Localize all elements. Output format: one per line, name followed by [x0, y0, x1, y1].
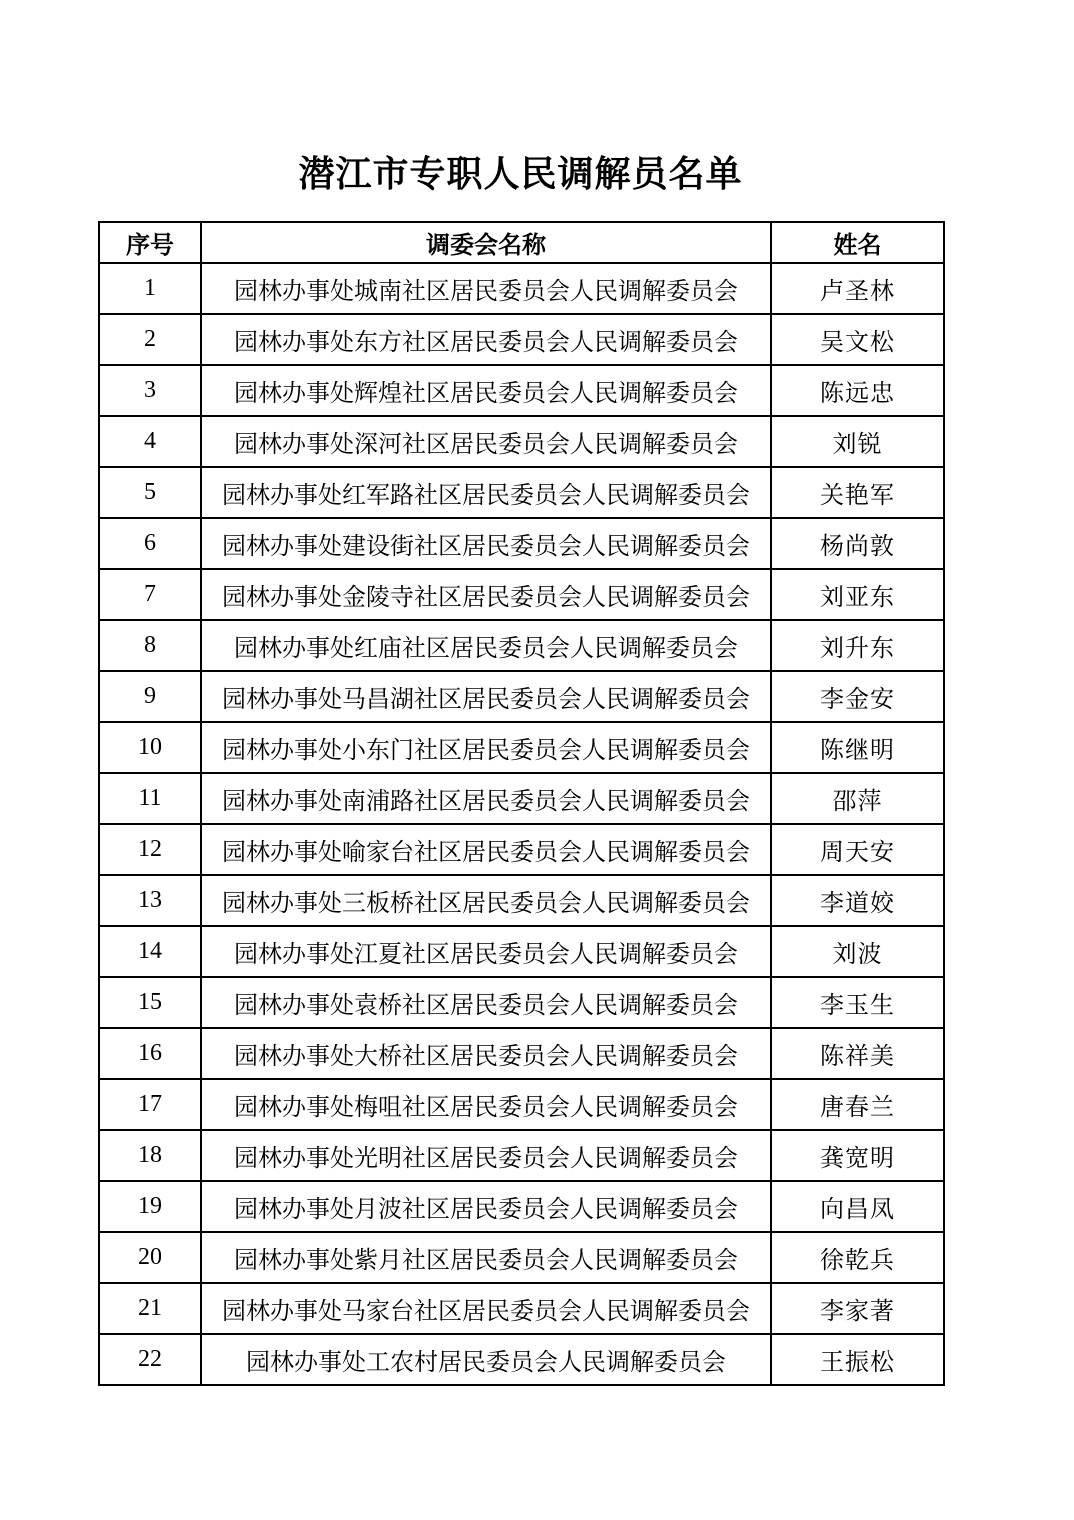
name-cell: 刘波	[771, 926, 944, 977]
committee-cell: 园林办事处金陵寺社区居民委员会人民调解委员会	[201, 569, 771, 620]
name-cell: 邵萍	[771, 773, 944, 824]
name-cell: 卢圣林	[771, 263, 944, 314]
mediators-table	[98, 221, 945, 1386]
serial-cell: 3	[99, 365, 201, 416]
table-row	[99, 467, 944, 518]
name-cell: 徐乾兵	[771, 1232, 944, 1283]
committee-cell: 园林办事处袁桥社区居民委员会人民调解委员会	[201, 977, 771, 1028]
committee-cell: 园林办事处马家台社区居民委员会人民调解委员会	[201, 1283, 771, 1334]
table-row	[99, 1028, 944, 1079]
table-row	[99, 773, 944, 824]
serial-cell: 2	[99, 314, 201, 365]
title-container	[98, 146, 943, 197]
table-row	[99, 1079, 944, 1130]
table-row	[99, 1130, 944, 1181]
committee-cell: 园林办事处小东门社区居民委员会人民调解委员会	[201, 722, 771, 773]
name-cell: 杨尚敦	[771, 518, 944, 569]
name-cell: 周天安	[771, 824, 944, 875]
header-row	[99, 222, 944, 263]
table-body	[99, 263, 944, 1385]
serial-cell: 16	[99, 1028, 201, 1079]
table-row	[99, 569, 944, 620]
table-row	[99, 926, 944, 977]
committee-cell: 园林办事处大桥社区居民委员会人民调解委员会	[201, 1028, 771, 1079]
header-serial: 序号	[99, 222, 201, 263]
table-row	[99, 1334, 944, 1385]
serial-cell: 13	[99, 875, 201, 926]
name-cell: 陈远忠	[771, 365, 944, 416]
table-row	[99, 875, 944, 926]
page-title: 潜江市专职人民调解员名单	[298, 154, 743, 194]
committee-cell: 园林办事处马昌湖社区居民委员会人民调解委员会	[201, 671, 771, 722]
name-cell: 刘亚东	[771, 569, 944, 620]
table-row	[99, 722, 944, 773]
serial-cell: 22	[99, 1334, 201, 1385]
committee-cell: 园林办事处喻家台社区居民委员会人民调解委员会	[201, 824, 771, 875]
committee-cell: 园林办事处三板桥社区居民委员会人民调解委员会	[201, 875, 771, 926]
name-cell: 关艳军	[771, 467, 944, 518]
name-cell: 刘锐	[771, 416, 944, 467]
table-row	[99, 1181, 944, 1232]
name-cell: 唐春兰	[771, 1079, 944, 1130]
committee-cell: 园林办事处工农村居民委员会人民调解委员会	[201, 1334, 771, 1385]
table-row	[99, 671, 944, 722]
name-cell: 龚宽明	[771, 1130, 944, 1181]
committee-cell: 园林办事处紫月社区居民委员会人民调解委员会	[201, 1232, 771, 1283]
table-row	[99, 365, 944, 416]
committee-cell: 园林办事处建设街社区居民委员会人民调解委员会	[201, 518, 771, 569]
committee-cell: 园林办事处东方社区居民委员会人民调解委员会	[201, 314, 771, 365]
committee-cell: 园林办事处光明社区居民委员会人民调解委员会	[201, 1130, 771, 1181]
name-cell: 李玉生	[771, 977, 944, 1028]
serial-cell: 5	[99, 467, 201, 518]
serial-cell: 4	[99, 416, 201, 467]
serial-cell: 11	[99, 773, 201, 824]
serial-cell: 20	[99, 1232, 201, 1283]
name-cell: 陈继明	[771, 722, 944, 773]
name-cell: 李道姣	[771, 875, 944, 926]
committee-cell: 园林办事处梅咀社区居民委员会人民调解委员会	[201, 1079, 771, 1130]
table-row	[99, 416, 944, 467]
committee-cell: 园林办事处南浦路社区居民委员会人民调解委员会	[201, 773, 771, 824]
committee-cell: 园林办事处深河社区居民委员会人民调解委员会	[201, 416, 771, 467]
committee-cell: 园林办事处江夏社区居民委员会人民调解委员会	[201, 926, 771, 977]
serial-cell: 7	[99, 569, 201, 620]
table-row	[99, 620, 944, 671]
serial-cell: 10	[99, 722, 201, 773]
name-cell: 王振松	[771, 1334, 944, 1385]
committee-cell: 园林办事处城南社区居民委员会人民调解委员会	[201, 263, 771, 314]
header-committee: 调委会名称	[201, 222, 771, 263]
table-row	[99, 1232, 944, 1283]
committee-cell: 园林办事处红庙社区居民委员会人民调解委员会	[201, 620, 771, 671]
serial-cell: 8	[99, 620, 201, 671]
committee-cell: 园林办事处辉煌社区居民委员会人民调解委员会	[201, 365, 771, 416]
serial-cell: 18	[99, 1130, 201, 1181]
table-row	[99, 824, 944, 875]
name-cell: 陈祥美	[771, 1028, 944, 1079]
name-cell: 李金安	[771, 671, 944, 722]
name-cell: 李家著	[771, 1283, 944, 1334]
table-row	[99, 977, 944, 1028]
table-row	[99, 1283, 944, 1334]
table-header	[99, 222, 944, 263]
serial-cell: 9	[99, 671, 201, 722]
serial-cell: 14	[99, 926, 201, 977]
name-cell: 吴文松	[771, 314, 944, 365]
committee-cell: 园林办事处月波社区居民委员会人民调解委员会	[201, 1181, 771, 1232]
table-row	[99, 518, 944, 569]
table-row	[99, 263, 944, 314]
serial-cell: 21	[99, 1283, 201, 1334]
committee-cell: 园林办事处红军路社区居民委员会人民调解委员会	[201, 467, 771, 518]
name-cell: 向昌凤	[771, 1181, 944, 1232]
name-cell: 刘升东	[771, 620, 944, 671]
serial-cell: 6	[99, 518, 201, 569]
header-name: 姓名	[771, 222, 944, 263]
serial-cell: 1	[99, 263, 201, 314]
serial-cell: 15	[99, 977, 201, 1028]
table-row	[99, 314, 944, 365]
serial-cell: 19	[99, 1181, 201, 1232]
serial-cell: 17	[99, 1079, 201, 1130]
serial-cell: 12	[99, 824, 201, 875]
